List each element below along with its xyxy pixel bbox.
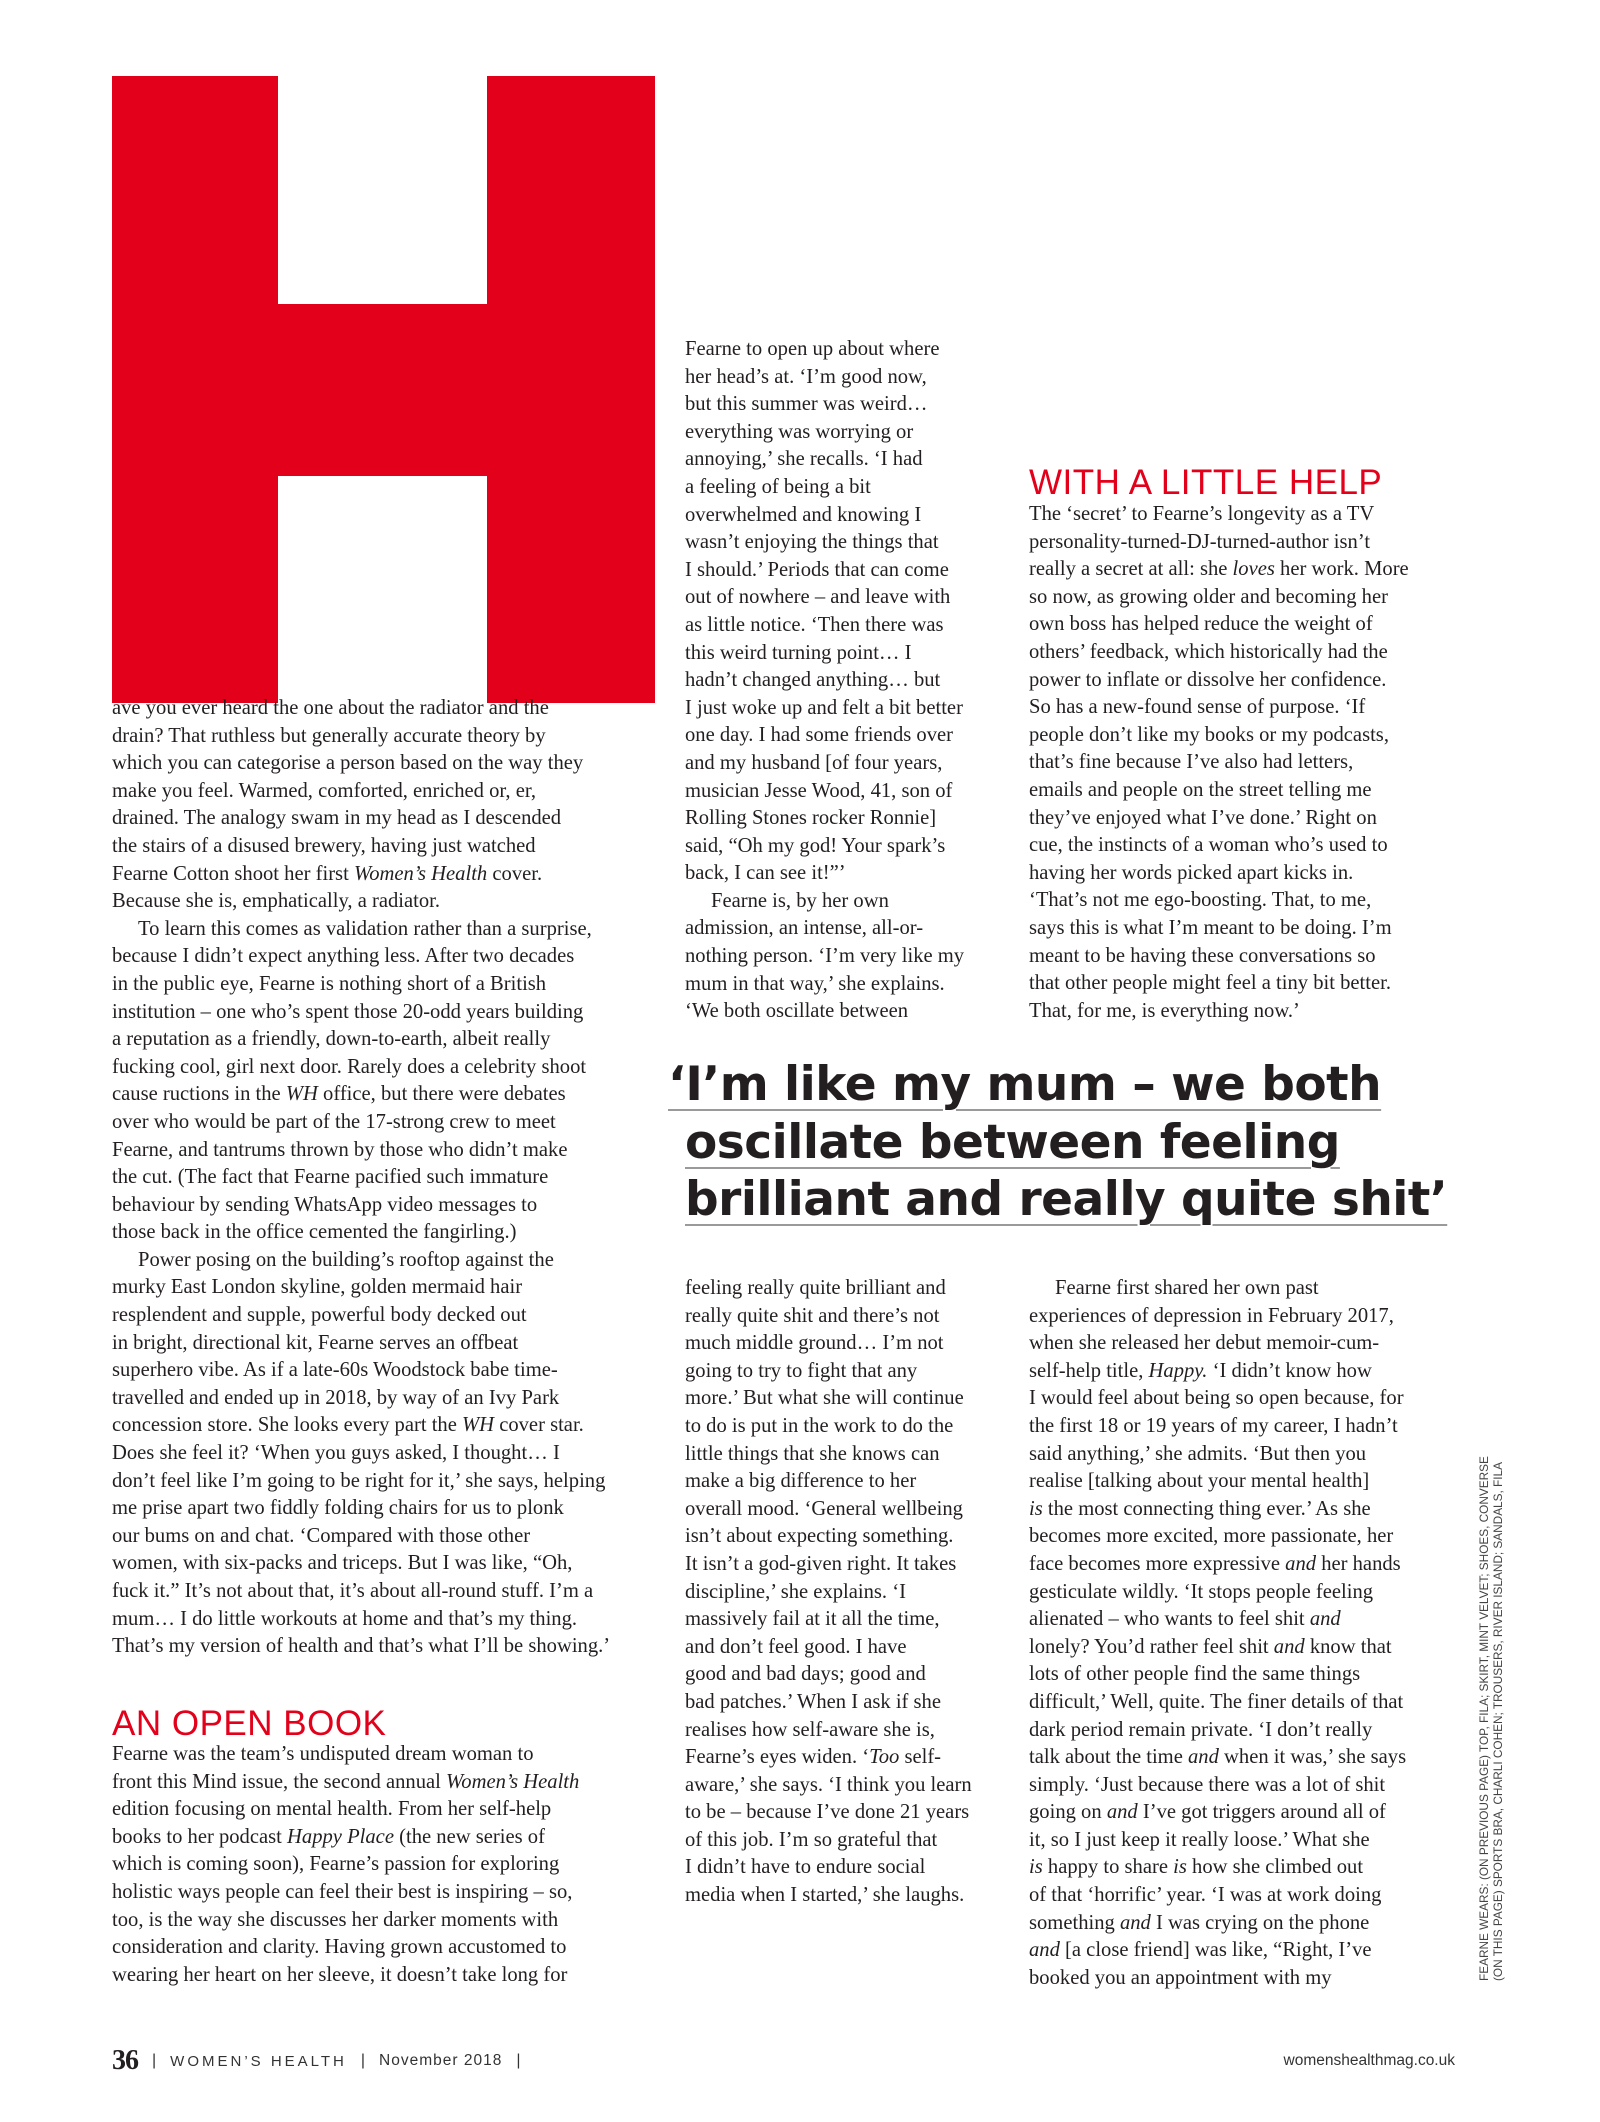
italic-text: is [1173, 1856, 1187, 1879]
text-line: a feeling of being a bit [685, 475, 871, 498]
italic-text: WH [285, 1083, 318, 1106]
text-line: nothing person. ‘I’m very like my [685, 945, 965, 968]
italic-text: is [1029, 1856, 1043, 1879]
text-line: institution – one who’s spent those 20-odd years building [112, 1000, 584, 1023]
text-line: That, for me, is everything now.’ [1029, 999, 1300, 1022]
text-line: ‘We both oscillate between [685, 1000, 909, 1023]
text-line: ave you ever heard the one about the radiator and the [112, 697, 549, 719]
italic-text: and [1119, 1911, 1151, 1934]
text-line: women, with six-packs and triceps. But I was like, “Oh, [112, 1552, 573, 1575]
text-line: said, “Oh my god! Your spark’s [685, 834, 946, 857]
text-line: others’ feedback, which historically had the [1029, 640, 1388, 663]
text-line: consideration and clarity. Having grown accustomed to [112, 1936, 567, 1959]
text-line: those back in the office cemented the fangirling.) [112, 1221, 517, 1244]
text-line: Rolling Stones rocker Ronnie] [685, 807, 937, 830]
text-line: To learn this comes as validation rather than a surprise, [138, 917, 592, 940]
text-line: behaviour by sending WhatsApp video messages to [112, 1193, 538, 1216]
text-line: when she released her debut memoir-cum- [1029, 1332, 1380, 1355]
text-line: too, is the way she discusses her darker moments with [112, 1908, 559, 1931]
article-column-2-bottom [685, 1275, 972, 1910]
text-line: I didn’t have to endure social [685, 1856, 926, 1879]
article-column-2-top [685, 336, 964, 1026]
text-line: to do is put in the work to do the [685, 1414, 954, 1437]
paragraph [112, 1741, 579, 1989]
text-line: is happy to share is how she climbed out [1029, 1856, 1364, 1879]
text-line: said anything,’ she admits. ‘But then you [1029, 1442, 1367, 1465]
page-number: 36 [112, 2045, 138, 2076]
text-line: of this job. I’m so grateful that [685, 1828, 938, 1851]
footer-separator: | [516, 2052, 521, 2069]
italic-text: and [1029, 1939, 1060, 1962]
text-line: but this summer was weird… [685, 393, 928, 416]
text-line: people don’t like my books or my podcasts, [1029, 723, 1389, 746]
text-line: Fearne was the team’s undisputed dream woman to [112, 1743, 534, 1765]
text-line: Fearne first shared her own past [1055, 1277, 1319, 1299]
text-line: dark period remain private. ‘I don’t really [1029, 1718, 1373, 1741]
text-line: little things that she knows can [685, 1442, 940, 1465]
text-line: over who would be part of the 17-strong crew to meet [112, 1110, 556, 1133]
text-line: really quite shit and there’s not [685, 1304, 940, 1327]
paragraph [1029, 501, 1409, 1025]
text-line: as little notice. ‘Then there was [685, 613, 944, 636]
text-line: that other people might feel a tiny bit better. [1029, 972, 1391, 995]
text-line: resplendent and supple, powerful body decked out [112, 1304, 527, 1327]
text-line: self-help title, Happy. ‘I didn’t know how [1029, 1359, 1372, 1382]
text-line: meant to be having these conversations so [1029, 944, 1376, 967]
text-line: alienated – who wants to feel shit and [1029, 1608, 1341, 1631]
text-line: it, so I just keep it really loose.’ What she [1029, 1828, 1370, 1851]
text-line: the cut. (The fact that Fearne pacified such immature [112, 1166, 549, 1189]
text-line: fucking cool, girl next door. Rarely does a celebrity shoot [112, 1055, 587, 1078]
text-line: realise [talking about your mental health] [1029, 1470, 1370, 1493]
italic-text: and [1188, 1746, 1219, 1769]
paragraph [112, 1247, 610, 1661]
italic-text: Happy Place [287, 1825, 394, 1848]
text-line: good and bad days; good and [685, 1663, 926, 1686]
italic-text: and [1285, 1552, 1317, 1575]
text-line: so now, as growing older and becoming her [1029, 585, 1388, 608]
issue-date: November 2018 [379, 2052, 503, 2069]
text-line: is the most connecting thing ever.’ As she [1029, 1497, 1371, 1520]
text-line: drain? That ruthless but generally accurate theory by [112, 724, 546, 747]
text-line: The ‘secret’ to Fearne’s longevity as a TV [1029, 503, 1375, 525]
pull-quote [668, 1056, 1447, 1229]
text-line: holistic ways people can feel their best is inspiring – so, [112, 1880, 573, 1903]
text-line: lots of other people find the same things [1029, 1663, 1361, 1686]
text-line: back, I can see it!”’ [685, 862, 846, 885]
text-line: and don’t feel good. I have [685, 1635, 907, 1658]
text-line: superhero vibe. As if a late-60s Woodstock babe time- [112, 1359, 558, 1382]
text-line: cue, the instincts of a woman who’s used to [1029, 834, 1388, 857]
text-line: personality-turned-DJ-turned-author isn’t [1029, 530, 1371, 553]
text-line: aware,’ she says. ‘I think you learn [685, 1773, 972, 1796]
italic-text: and [1106, 1801, 1138, 1824]
text-line: lonely? You’d rather feel shit and know that [1029, 1635, 1392, 1658]
text-line: simply. ‘Just because there was a lot of shit [1029, 1773, 1386, 1796]
text-line: her head’s at. ‘I’m good now, [685, 365, 927, 388]
text-line: make a big difference to her [685, 1470, 917, 1493]
text-line: Fearne is, by her own [711, 889, 889, 912]
italic-text: loves [1232, 558, 1275, 581]
text-line: talk about the time and when it was,’ she says [1029, 1746, 1407, 1769]
text-line: mum… I do little workouts at home and that’s my thing. [112, 1607, 578, 1630]
italic-text: WH [462, 1414, 495, 1437]
pull-quote-line: brilliant and really quite shit’ [685, 1172, 1448, 1227]
text-line: having her words picked apart kicks in. [1029, 861, 1354, 884]
text-line: our bums on and chat. ‘Compared with those other [112, 1524, 531, 1547]
paragraph [112, 695, 610, 916]
text-line: admission, an intense, all-or- [685, 917, 924, 940]
fashion-credit-line: (ON THIS PAGE) SPORTS BRA, CHARLI COHEN; TROUSERS, RIVER ISLAND; SANDALS, FILA [1490, 1462, 1505, 1981]
italic-text: Women’s Health [446, 1770, 580, 1793]
text-line: emails and people on the street telling me [1029, 778, 1372, 801]
paragraph [685, 336, 964, 888]
text-line: gesticulate wildly. ‘It stops people feeling [1029, 1580, 1374, 1603]
text-line: me prise apart two fiddly folding chairs for us to plonk [112, 1497, 564, 1520]
text-line: massively fail at it all the time, [685, 1608, 940, 1631]
drop-cap-crossbar [270, 304, 495, 476]
text-line: wearing her heart on her sleeve, it doesn’t take long for [112, 1963, 568, 1986]
text-line: the first 18 or 19 years of my career, I hadn’t [1029, 1414, 1398, 1437]
text-line: drained. The analogy swam in my head as I descended [112, 807, 562, 830]
text-line: everything was worrying or [685, 420, 914, 443]
text-line: difficult,’ Well, quite. The finer details of that [1029, 1690, 1404, 1713]
text-line: ‘That’s not me ego-boosting. That, to me, [1029, 889, 1372, 912]
website-url[interactable]: womenshealthmag.co.uk [1283, 2052, 1455, 2069]
text-line: going on and I’ve got triggers around all of [1029, 1801, 1386, 1824]
text-line: face becomes more expressive and her hands [1029, 1552, 1401, 1575]
article-column-3-top [1029, 501, 1409, 1025]
text-line: realises how self-aware she is, [685, 1718, 935, 1741]
text-line: in the public eye, Fearne is nothing short of a British [112, 972, 547, 995]
text-line: which you can categorise a person based on the way they [112, 752, 584, 775]
magazine-name: WOMEN’S HEALTH [170, 2052, 347, 2070]
text-line: Fearne’s eyes widen. ‘Too self- [685, 1746, 942, 1769]
paragraph [112, 916, 610, 1247]
article-column-3-bottom [1029, 1275, 1406, 1992]
text-line: really a secret at all: she loves her work. More [1029, 558, 1409, 581]
italic-text: Happy. [1148, 1359, 1208, 1382]
text-line: going to try to fight that any [685, 1359, 918, 1382]
paragraph [685, 888, 964, 1026]
text-line: own boss has helped reduce the weight of [1029, 613, 1373, 636]
text-line: travelled and ended up in 2018, by way of an Ivy Park [112, 1386, 560, 1409]
text-line: I would feel about being so open because, for [1029, 1387, 1404, 1410]
article-column-1-top [112, 695, 610, 1661]
text-line: edition focusing on mental health. From her self-help [112, 1798, 552, 1821]
text-line: discipline,’ she explains. ‘I [685, 1580, 906, 1603]
text-line: something and I was crying on the phone [1029, 1911, 1370, 1934]
text-line: fuck it.” It’s not about that, it’s about all-round stuff. I’m a [112, 1580, 594, 1602]
fashion-credit-line: FEARNE WEARS: (ON PREVIOUS PAGE) TOP, FILA; SKIRT, MINT VELVET; SHOES, CONVERSE [1477, 1456, 1491, 1981]
text-line: front this Mind issue, the second annual Women’s Health [112, 1770, 580, 1793]
pull-quote-line: ‘I’m like my mum – we both [668, 1057, 1382, 1112]
article-column-1-bottom [112, 1741, 579, 1989]
text-line: booked you an appointment with my [1029, 1966, 1332, 1989]
text-line: That’s my version of health and that’s what I’ll be showing.’ [112, 1635, 611, 1658]
italic-text: and [1309, 1608, 1341, 1631]
paragraph [685, 1275, 972, 1910]
italic-text: Women’s Health [353, 862, 488, 885]
footer-separator: | [360, 2052, 366, 2069]
drop-cap-left-stem [112, 76, 278, 703]
text-line: cause ructions in the WH office, but there were debates [112, 1083, 566, 1106]
text-line: make you feel. Warmed, comforted, enriched or, er, [112, 779, 537, 802]
text-line: more.’ But what she will continue [685, 1387, 964, 1410]
text-line: the stairs of a disused brewery, having just watched [112, 834, 536, 857]
text-line: I should.’ Periods that can come [685, 558, 949, 581]
fashion-credit [1477, 1456, 1505, 1981]
text-line: that’s fine because I’ve also had letters, [1029, 751, 1354, 774]
text-line: overall mood. ‘General wellbeing [685, 1497, 963, 1520]
text-line: Power posing on the building’s rooftop against the [138, 1248, 554, 1271]
text-line: musician Jesse Wood, 41, son of [685, 779, 953, 802]
text-line: Does she feel it? ‘When you guys asked, I thought… I [112, 1442, 560, 1465]
subheading-an-open-book: AN OPEN BOOK [112, 1704, 387, 1743]
text-line: because I didn’t expect anything less. After two decades [112, 945, 575, 968]
subheading-with-a-little-help: WITH A LITTLE HELP [1029, 463, 1383, 502]
text-line: becomes more excited, more passionate, her [1029, 1525, 1394, 1548]
text-line: of that ‘horrific’ year. ‘I was at work doing [1029, 1884, 1382, 1907]
text-line: one day. I had some friends over [685, 724, 954, 747]
italic-text: Too [869, 1746, 900, 1769]
text-line: experiences of depression in February 2017, [1029, 1304, 1394, 1327]
text-line: Fearne Cotton shoot her first Women’s Health cover. [112, 862, 543, 885]
text-line: Fearne, and tantrums thrown by those who didn’t make [112, 1138, 568, 1161]
pull-quote-line: oscillate between feeling [685, 1114, 1340, 1170]
text-line: annoying,’ she recalls. ‘I had [685, 448, 923, 471]
text-line: and [a close friend] was like, “Right, I’ve [1029, 1939, 1372, 1962]
text-line: a reputation as a friendly, down-to-earth, albeit really [112, 1028, 551, 1051]
text-line: Because she is, emphatically, a radiator. [112, 890, 441, 913]
text-line: power to inflate or dissolve her confidence. [1029, 668, 1387, 691]
text-line: this weird turning point… I [685, 641, 912, 664]
text-line: Fearne to open up about where [685, 338, 940, 360]
text-line: media when I started,’ she laughs. [685, 1884, 965, 1907]
text-line: isn’t about expecting something. [685, 1525, 954, 1548]
text-line: I just woke up and felt a bit better [685, 696, 963, 719]
paragraph [1029, 1275, 1406, 1992]
text-line: much middle ground… I’m not [685, 1332, 944, 1355]
text-line: they’ve enjoyed what I’ve done.’ Right on [1029, 806, 1377, 829]
drop-cap-right-stem [487, 76, 655, 703]
italic-text: and [1273, 1635, 1305, 1658]
text-line: books to her podcast Happy Place (the new series of [112, 1825, 545, 1848]
text-line: to be – because I’ve done 21 years [685, 1801, 970, 1824]
text-line: says this is what I’m meant to be doing. I’m [1029, 916, 1392, 939]
footer-separator: | [152, 2052, 157, 2069]
text-line: and my husband [of four years, [685, 751, 943, 774]
text-line: wasn’t enjoying the things that [685, 531, 939, 554]
text-line: mum in that way,’ she explains. [685, 972, 945, 995]
text-line: don’t feel like I’m going to be right for it,’ she says, helping [112, 1469, 606, 1492]
text-line: murky East London skyline, golden mermaid hair [112, 1276, 523, 1299]
text-line: out of nowhere – and leave with [685, 586, 951, 609]
italic-text: is [1029, 1497, 1043, 1520]
text-line: concession store. She looks every part the WH cover star. [112, 1414, 584, 1437]
text-line: So has a new-found sense of purpose. ‘If [1029, 696, 1366, 719]
page-footer [112, 2046, 1455, 2076]
text-line: which is coming soon), Fearne’s passion for exploring [112, 1853, 560, 1876]
text-line: It isn’t a god-given right. It takes [685, 1552, 957, 1575]
text-line: bad patches.’ When I ask if she [685, 1690, 941, 1713]
text-line: in bright, directional kit, Fearne serves an offbeat [112, 1331, 519, 1354]
text-line: overwhelmed and knowing I [685, 503, 922, 526]
text-line: feeling really quite brilliant and [685, 1277, 946, 1299]
text-line: hadn’t changed anything… but [685, 669, 941, 692]
